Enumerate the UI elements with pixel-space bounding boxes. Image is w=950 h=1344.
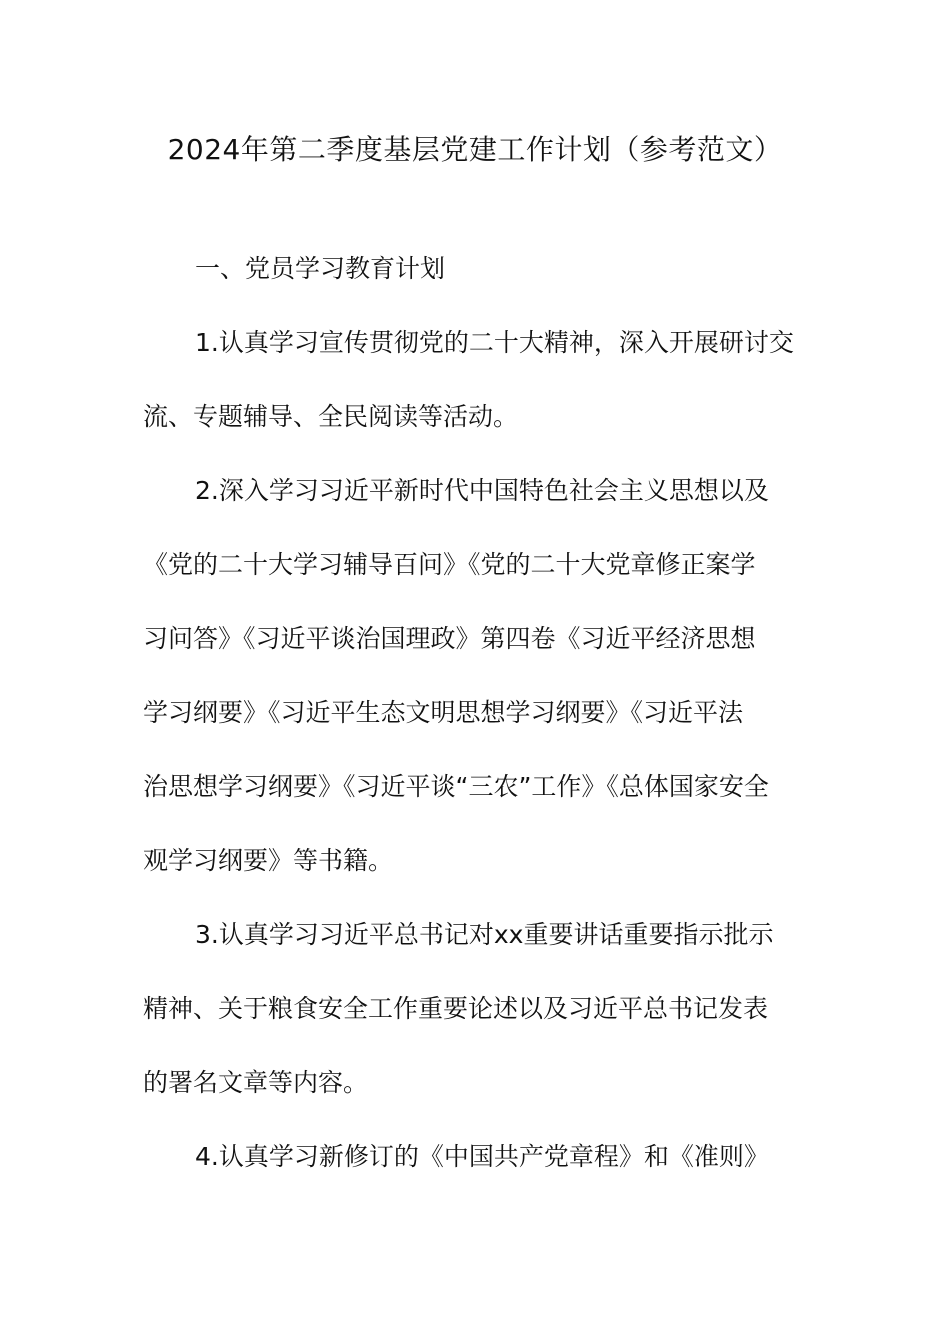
section-heading: 一、党员学习教育计划 xyxy=(195,254,446,283)
paragraph-4 xyxy=(143,1120,807,1194)
document-title: 2024年第二季度基层党建工作计划（参考范文） xyxy=(167,133,783,166)
paragraph-line: 1.认真学习宣传贯彻党的二十大精神，深入开展研讨交 xyxy=(195,328,794,357)
paragraph-line: 观学习纲要》等书籍。 xyxy=(143,846,394,875)
paragraph-line: 治思想学习纲要》《习近平谈“三农”工作》《总体国家安全 xyxy=(143,772,769,801)
paragraph-line: 2.深入学习习近平新时代中国特色社会主义思想以及 xyxy=(195,476,769,505)
paragraph-line: 精神、关于粮食安全工作重要论述以及习近平总书记发表 xyxy=(143,994,769,1023)
paragraph-line: 3.认真学习习近平总书记对xx重要讲话重要指示批示 xyxy=(195,920,774,949)
paragraph-line: 学习纲要》《习近平生态文明思想学习纲要》《习近平法 xyxy=(143,698,744,727)
paragraph-line: 《党的二十大学习辅导百问》《党的二十大党章修正案学 xyxy=(143,550,756,579)
paragraph-1 xyxy=(143,306,807,454)
paragraph-2 xyxy=(143,454,807,898)
paragraph-line: 习问答》《习近平谈治国理政》第四卷《习近平经济思想 xyxy=(143,624,756,653)
paragraph-3 xyxy=(143,898,807,1120)
paragraph-line: 4.认真学习新修订的《中国共产党章程》和《准则》 xyxy=(195,1142,769,1171)
paragraph-line: 流、专题辅导、全民阅读等活动。 xyxy=(143,402,519,431)
paragraph-line: 的署名文章等内容。 xyxy=(143,1068,369,1097)
document-body xyxy=(143,232,807,1194)
